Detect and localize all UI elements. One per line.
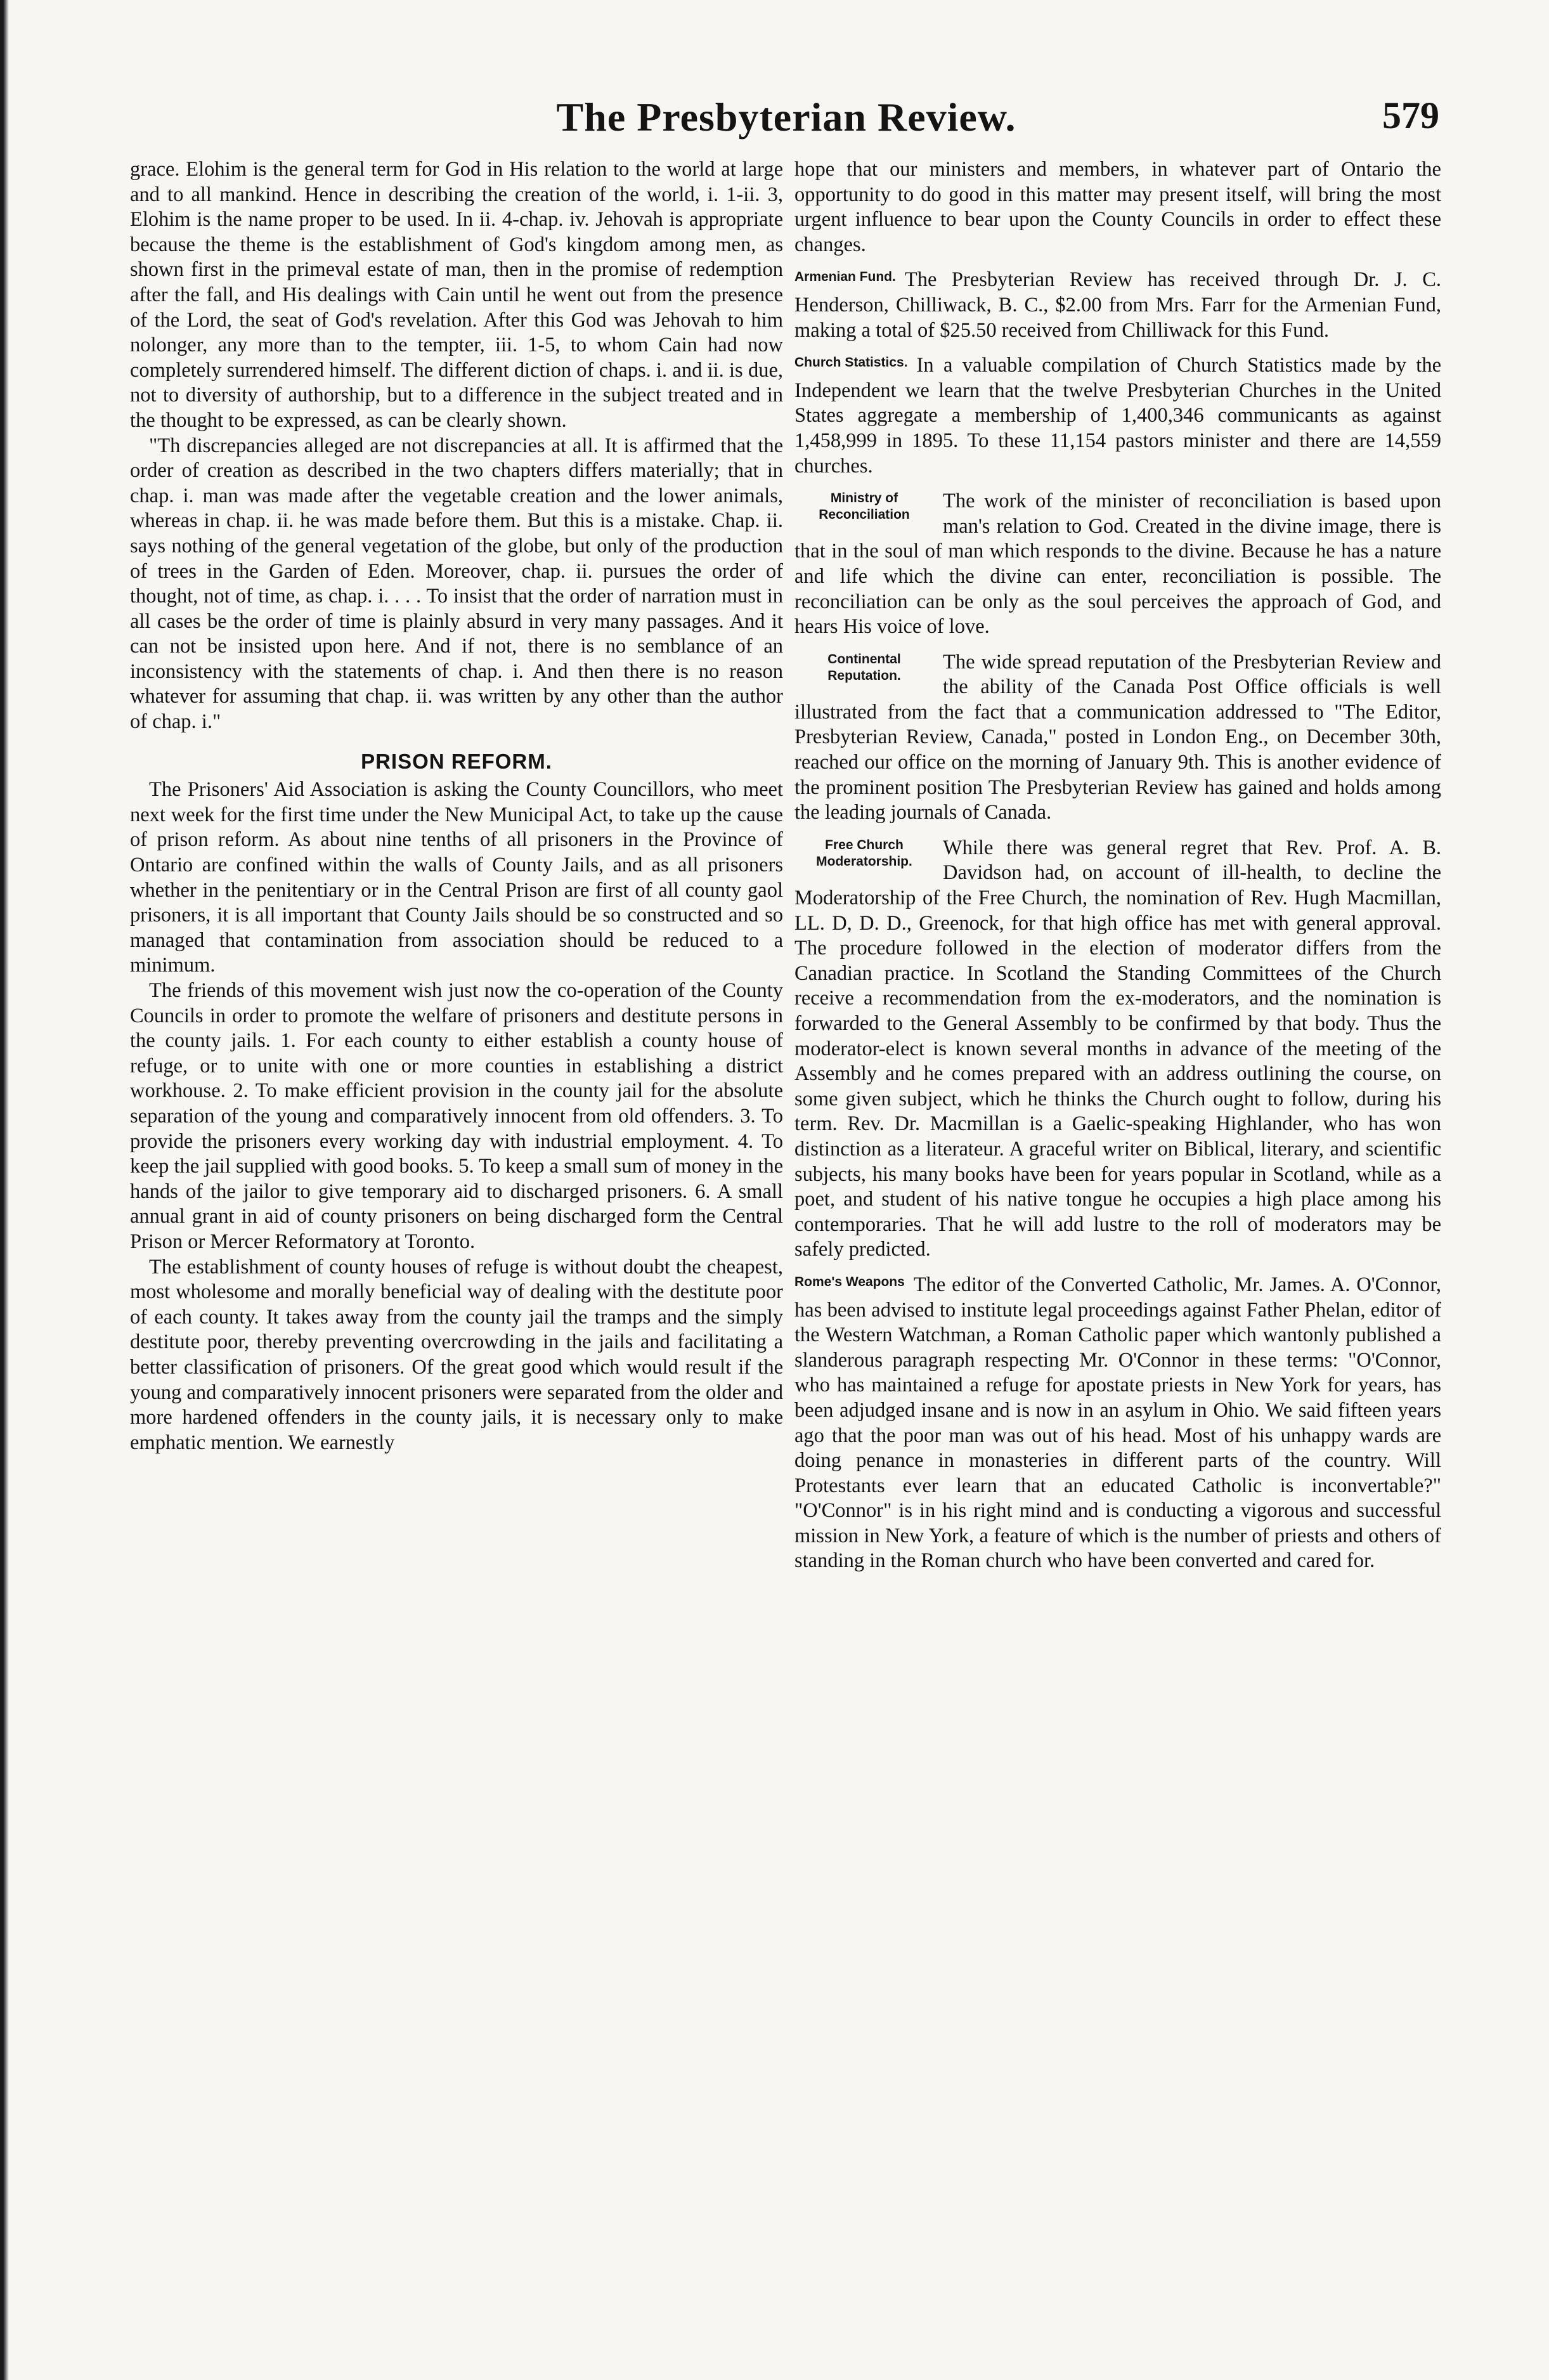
item-text: While there was general regret that Rev. Prof. A. B. Davidson had, on account of ill-health, to decline the Moderatorship of the Free Church, the nomination of Rev. Hugh Macmillan, LL. D, D. D., Greenock, for that high office has met with general approval. The procedure followed in the election of moderator differs from the Canadian practice. In Scotland the Standing Committees of the Church receive a recommendation from the ex-moderators, and the nomination is forwarded to the General Assembly to be confirmed by that body. Thus the moderator-elect is known several months in advance of the meeting of the Assembly and he comes prepared with an address outlining the course, on some given subject, which he thinks the Church ought to follow, during his term. Rev. Dr. Macmillan is a Gaelic-speaking Highlander, who has won distinction as a literateur. A graceful writer on Biblical, literary, and scientific subjects, his many books have been for years popular in Scotland, while as a poet, and student of his native tongue he occupies a high place among his contemporaries. That he will add lustre to the roll of moderators may be safely predicted. (794, 836, 1441, 1261)
news-item (794, 836, 1441, 1263)
paragraph: grace. Elohim is the general term for God in His relation to the world at large and to all mankind. Hence in describing the creation of the world, i. 1-ii. 3, Elohim is the name proper to be used. In ii. 4-chap. iv. Jehovah is appropriate because the theme is the establishment of God's kingdom among men, as shown first in the primeval estate of man, then in the promise of redemption after the fall, and His dealings with Cain until he went out from the presence of the Lord, the seat of God's revelation. After this God was Jehovah to him nolonger, any more than to the tempter, iii. 1-5, to whom Cain had now completely surrendered himself. The different diction of chaps. i. and ii. is due, not to diversity of authorship, but to a difference in the subject treated and in the thought to be expressed, as can be clearly shown. (130, 158, 783, 432)
page-number: 579 (1382, 94, 1439, 136)
side-heading: Armenian Fund. (794, 270, 896, 285)
paragraph: hope that our ministers and members, in whatever part of Ontario the opportunity to do good in this matter may present itself, will bring the most urgent influence to bear upon the County Councils in order to effect these changes. (794, 158, 1441, 256)
right-column (794, 157, 1441, 1574)
left-column (130, 157, 783, 1455)
news-item (794, 353, 1441, 479)
item-text: The editor of the Converted Catholic, Mr. James. A. O'Connor, has been advised to institute legal proceedings against Father Phelan, editor of the Western Watchman, a Roman Catholic paper which wantonly published a slanderous paragraph respecting Mr. O'Connor in these terms: "O'Connor, who has maintained a refuge for apostate priests in New York for years, has been adjudged insane and is now in an asylum in Ohio. We said fifteen years ago that the poor man was out of his head. Most of his unhappy wards are doing penance in monasteries in different parts of the country. Will Protestants ever learn that an educated Catholic is inconvertable?" "O'Connor" is in his right mind and is conducting a vigorous and successful mission in New York, a feature of which is the number of priests and others of standing in the Roman church who have been converted and cared for. (794, 1273, 1441, 1573)
paragraph: The establishment of county houses of refuge is without doubt the cheapest, most wholesome and morally beneficial way of dealing with the destitute poor of each county. It takes away from the county jail the tramps and the simply destitute poor, thereby preventing overcrowding in the jails and facilitating a better classification of prisoners. Of the great good which would result if the young and comparatively innocent prisoners were separated from the older and more hardened offenders in the county jails, it is necessary only to make emphatic mention. We earnestly (130, 1255, 783, 1454)
side-heading: Church Statistics. (794, 355, 908, 370)
side-heading: Continental Reputation. (827, 651, 901, 683)
paragraph: The Prisoners' Aid Association is asking the County Councillors, who meet next week for the first time under the New Municipal Act, to take up the cause of prison reform. As about nine tenths of all prisoners in the Province of Ontario are confined within the walls of County Jails, and as all prisoners whether in the penitentiary or in the Central Prison are first of all county gaol prisoners, it is all important that County Jails should be so constructed and so managed that contamination from association should be reduced to a minimum. (130, 778, 783, 977)
news-item (794, 1273, 1441, 1574)
item-text: In a valuable compilation of Church Statistics made by the Independent we learn that the twelve Presbyterian Churches in the United States aggregate a membership of 1,400,346 communicants as against 1,458,999 in 1895. To these 11,154 pastors minister and there are 14,559 churches. (794, 354, 1441, 478)
side-heading: Ministry of Reconciliation (819, 491, 910, 523)
news-item (794, 650, 1441, 826)
side-heading: Rome's Weapons (794, 1274, 905, 1289)
item-text: The wide spread reputation of the Presbyterian Review and the ability of the Canada Post Office officials is well illustrated from the fact that a communication addressed to "The Editor, Presbyterian Review, Canada," posted in London Eng., on December 30th, reached our office on the morning of January 9th. This is another evidence of the prominent position The Presbyterian Review has gained and holds among the leading journals of Canada. (794, 650, 1441, 824)
running-header (133, 94, 1439, 138)
news-item (794, 268, 1441, 343)
paragraph: "Th discrepancies alleged are not discrepancies at all. It is affirmed that the order of creation as described in the two chapters differs materially; that in chap. i. man was made after the vegetable creation and the lower animals, whereas in chap. ii. he was made before them. But this is a mistake. Chap. ii. says nothing of the general vegetation of the globe, but only of the production of trees in the Garden of Eden. Moreover, chap. ii. pursues the order of thought, not of time, as chap. i. . . . To insist that the order of narration must in all cases be the order of time is plainly absurd in very many passages. And it can not be insisted upon here. And if not, there is no semblance of an inconsistency with the statements of chap. i. And then there is no reason whatever for assuming that chap. ii. was written by any other than the author of chap. i." (130, 434, 783, 734)
binding-edge (0, 0, 9, 2380)
item-text: The work of the minister of reconciliation is based upon man's relation to God. Created in the divine image, there is that in the soul of man which responds to the divine. Because he has a nature and life which the divine can enter, reconciliation is possible. The reconciliation can be only as the soul perceives the approach of God, and hears His voice of love. (794, 490, 1441, 639)
item-text: The Presbyterian Review has received through Dr. J. C. Henderson, Chilliwack, B. C., $2.00 from Mrs. Farr for the Armenian Fund, making a total of $25.50 received from Chilliwack for this Fund. (794, 268, 1441, 342)
section-heading: PRISON REFORM. (361, 749, 552, 773)
side-heading: Free Church Moderatorship. (816, 837, 912, 869)
paragraph: The friends of this movement wish just now the co-operation of the County Councils in order to promote the welfare of prisoners and destitute persons in the county jails. 1. For each county to either establish a county house of refuge, or to unite with one or more counties in establishing a district workhouse. 2. To make efficient provision in the county jail for the absolute separation of the young and comparatively innocent from old offenders. 3. To provide the prisoners every working day with industrial employment. 4. To keep the jail supplied with good books. 5. To keep a small sum of money in the hands of the jailor to give temporary aid to discharged prisoners. 6. A small annual grant in aid of county prisoners on being discharged form the Central Prison or Mercer Reformatory at Toronto. (130, 979, 783, 1253)
journal-title: The Presbyterian Review. (556, 94, 1016, 140)
news-item (794, 489, 1441, 640)
